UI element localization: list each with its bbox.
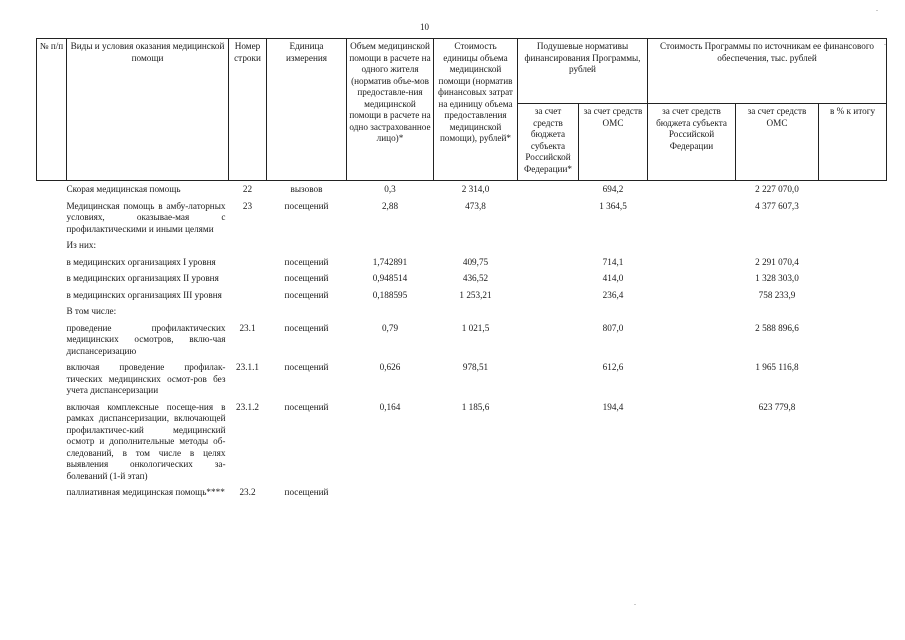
table-row <box>37 360 887 400</box>
row-unit: посещений <box>284 256 329 267</box>
row-per-capita-oms <box>579 238 648 255</box>
row-volume <box>347 238 434 255</box>
header-program-percent: в % к итогу <box>819 104 887 181</box>
row-name: в медицинских организациях II уровня <box>66 273 219 283</box>
header-row-number: Номер строки <box>229 39 267 181</box>
row-volume: 0,3 <box>384 184 396 194</box>
page-number: 10 <box>420 22 429 32</box>
row-per-capita-oms: 612,6 <box>602 362 624 372</box>
row-name: в медицинских организациях I уровня <box>66 256 216 267</box>
row-unit: посещений <box>284 200 329 211</box>
row-program-oms: 1 965 116,8 <box>755 362 799 372</box>
row-number: 23 <box>242 200 253 211</box>
row-cost <box>434 238 518 255</box>
header-per-capita-oms: за счет средств ОМС <box>579 104 648 181</box>
row-name: в медицинских организациях III уровня <box>66 289 222 300</box>
header-volume: Объем медицинской помощи в расчете на одного жителя (норматив объе-мов предоставле-ния медицинской помощи в расчете на одно застрахованное лицо)* <box>347 39 434 181</box>
row-program-oms: 1 328 303,0 <box>755 273 799 283</box>
row-per-capita-oms: 807,0 <box>602 322 624 333</box>
row-cost: 409,75 <box>462 256 489 267</box>
row-volume: 0,626 <box>379 362 401 372</box>
header-per-capita-budget: за счет средств бюджета субъекта Российской Федерации* <box>518 104 579 181</box>
row-unit: посещений <box>284 401 329 412</box>
table-row <box>37 288 887 305</box>
row-number: 23.1.2 <box>236 401 259 412</box>
row-number <box>229 255 267 272</box>
row-unit <box>267 304 347 321</box>
row-number: 22 <box>242 184 253 194</box>
table-row <box>37 238 887 255</box>
header-per-capita: Подушевые нормативы финансирования Программы, рублей <box>518 39 648 104</box>
row-cost: 436,52 <box>462 273 489 283</box>
header-unit: Единица измерения <box>267 39 347 181</box>
row-number <box>229 238 267 255</box>
corner-mark: . <box>884 38 886 47</box>
row-cost: 1 021,5 <box>461 322 490 333</box>
row-per-capita-oms: 194,4 <box>602 401 624 412</box>
row-unit: посещений <box>284 362 329 372</box>
row-unit: посещений <box>284 273 329 283</box>
table-row <box>37 304 887 321</box>
row-program-oms: 623 779,8 <box>758 401 796 412</box>
row-volume: 2,88 <box>381 200 399 211</box>
row-cost: 1 185,6 <box>461 401 490 412</box>
row-program-oms <box>736 238 819 255</box>
row-cost: 473,8 <box>465 200 486 211</box>
header-program-oms: за счет средств ОМС <box>736 104 819 181</box>
row-program-oms <box>736 304 819 321</box>
row-name: проведение профилактических медицинских осмотров, вклю-чая диспансеризацию <box>66 322 226 356</box>
row-volume <box>347 304 434 321</box>
table-row <box>37 255 887 272</box>
row-volume: 0,948514 <box>372 273 408 283</box>
row-per-capita-oms: 714,1 <box>602 256 624 267</box>
row-per-capita-oms <box>579 304 648 321</box>
row-program-oms: 2 291 070,4 <box>755 256 799 267</box>
table-row <box>37 400 887 486</box>
row-name: включая комплексные посеще-ния в рамках диспансеризации, включающей профилактичес-кий медицинский осмотр и дополнительные методы об-следований, в том числе в целях выявления онкологических за-болеваний (1-й этап) <box>66 401 226 481</box>
table-row <box>37 181 887 199</box>
row-name: В том числе: <box>66 306 117 316</box>
header-program-cost: Стоимость Программы по источникам ее финансового обеспечения, тыс. рублей <box>648 39 887 104</box>
row-name: включая проведение профилак-тических медицинских осмот-ров без учета диспансеризации <box>66 362 226 395</box>
corner-mark: . <box>634 598 636 607</box>
header-types: Виды и условия оказания медицинской помощи <box>67 39 229 181</box>
row-cost: 1 253,21 <box>459 289 492 300</box>
table-row <box>37 199 887 239</box>
program-cost-table <box>36 38 887 502</box>
row-per-capita-oms <box>579 485 648 502</box>
row-unit: вызовов <box>290 184 323 194</box>
row-number: 23.1.1 <box>236 362 259 372</box>
row-per-capita-oms: 1 364,5 <box>599 200 627 211</box>
row-program-oms: 4 377 607,3 <box>755 200 799 211</box>
row-program-oms: 2 588 896,6 <box>755 322 799 333</box>
row-per-capita-oms: 414,0 <box>602 273 624 283</box>
row-number <box>229 288 267 305</box>
row-unit: посещений <box>284 322 329 333</box>
header-unit-cost: Стоимость единицы объема медицинской помощи (норматив финансовых затрат на единицу объема предоставления медицинской помощи), рублей* <box>434 39 518 181</box>
table-row <box>37 485 887 502</box>
row-number <box>229 304 267 321</box>
row-program-oms <box>736 485 819 502</box>
row-per-capita-oms: 694,2 <box>602 184 624 194</box>
row-cost: 978,51 <box>462 362 489 372</box>
header-num: № п/п <box>37 39 67 181</box>
row-name: Скорая медицинская помощь <box>66 184 181 194</box>
row-volume: 1,742891 <box>372 256 408 267</box>
row-number: 23.1 <box>239 322 256 333</box>
table-row <box>37 321 887 361</box>
row-name: паллиативная медицинская помощь**** <box>66 487 225 497</box>
header-program-budget: за счет средств бюджета субъекта Российской Федерации <box>648 104 736 181</box>
row-unit <box>267 238 347 255</box>
row-name: Из них: <box>66 240 97 250</box>
row-unit: посещений <box>284 487 329 497</box>
row-per-capita-oms: 236,4 <box>602 289 624 300</box>
row-cost <box>434 485 518 502</box>
row-cost <box>434 304 518 321</box>
row-volume: 0,188595 <box>372 289 408 300</box>
row-unit: посещений <box>284 289 329 300</box>
row-cost: 2 314,0 <box>461 184 490 194</box>
row-program-oms: 758 233,9 <box>758 289 796 300</box>
row-name: Медицинская помощь в амбу-латорных условиях, оказывае-мая с профилактическими и иными целями <box>66 200 226 234</box>
table-row <box>37 271 887 288</box>
row-volume <box>347 485 434 502</box>
row-number <box>229 271 267 288</box>
row-program-oms: 2 227 070,0 <box>755 184 799 194</box>
row-volume: 0,164 <box>379 401 401 412</box>
row-number: 23.2 <box>239 487 256 497</box>
corner-mark: . <box>876 4 878 13</box>
row-volume: 0,79 <box>381 322 399 333</box>
